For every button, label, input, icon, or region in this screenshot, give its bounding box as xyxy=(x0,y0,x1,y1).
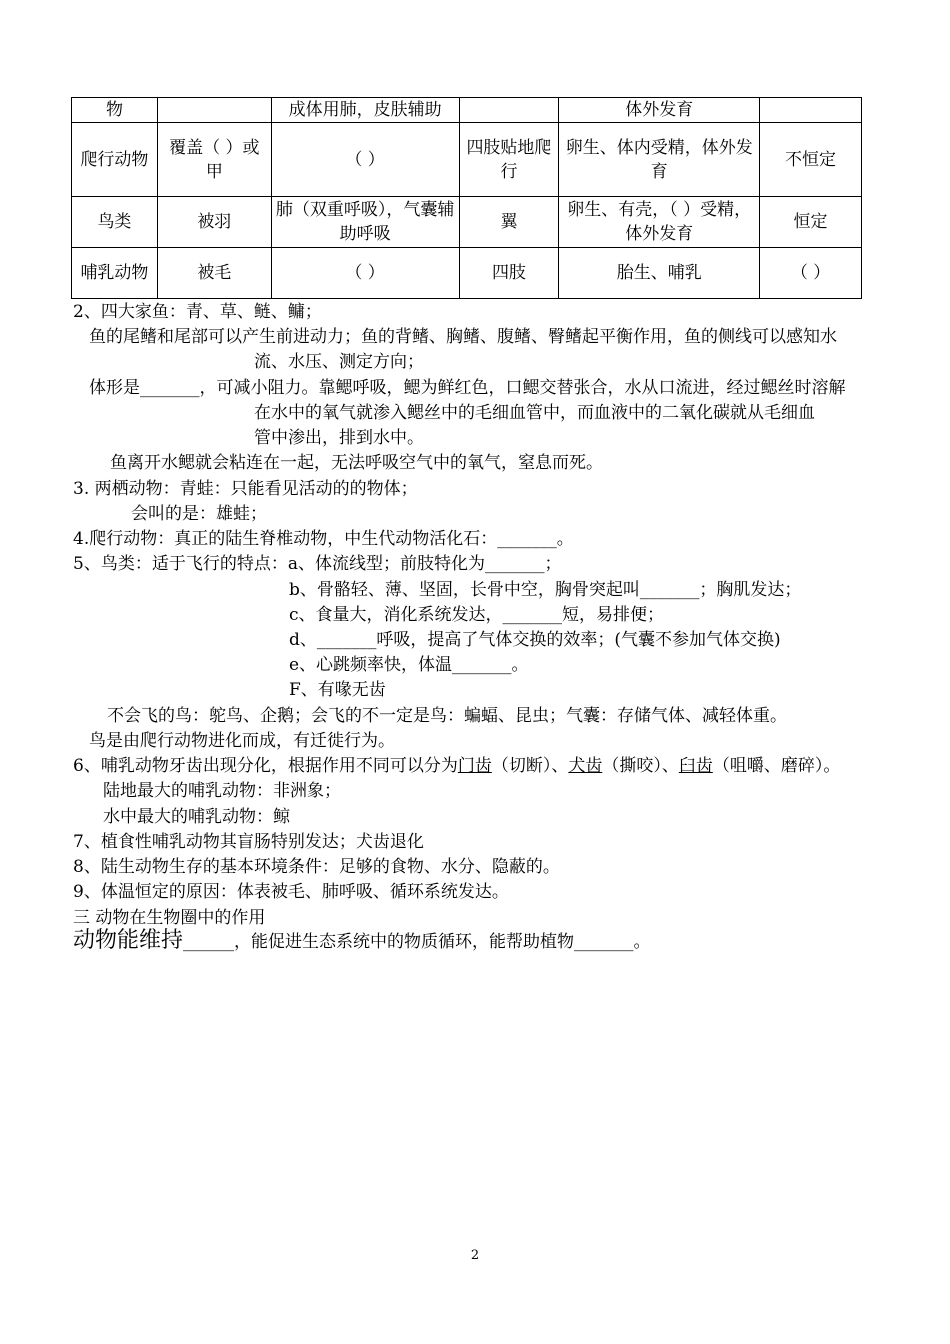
table-cell: 物 xyxy=(72,98,158,123)
text-span: （咀嚼、磨碎）。 xyxy=(712,756,841,776)
table-cell: （ ） xyxy=(271,123,459,197)
underlined-term: 门齿 xyxy=(457,756,492,776)
text-line: 会叫的是：雄蛙； xyxy=(131,504,267,524)
table-cell: 翼 xyxy=(459,197,559,248)
table-cell xyxy=(760,98,862,123)
section-heading: 7、植食性哺乳动物其盲肠特别发达；犬齿退化 xyxy=(73,832,424,852)
table-cell: 爬行动物 xyxy=(72,123,158,197)
text-line: 不会飞的鸟：鸵鸟、企鹅；会飞的不一定是鸟：蝙蝠、昆虫；气囊：存储气体、减轻体重。 xyxy=(107,706,787,726)
text-line: c、食量大，消化系统发达，_______短，易排便； xyxy=(289,605,665,625)
table-cell: 四肢 xyxy=(459,248,559,299)
section-heading: 2、四大家鱼：青、草、鲢、鳙； xyxy=(73,302,322,322)
table-cell: 覆盖（ ）或甲 xyxy=(157,123,271,197)
page-number: 2 xyxy=(470,1248,480,1263)
text-line: b、骨骼轻、薄、坚固，长骨中空，胸骨突起叫_______；胸肌发达； xyxy=(289,580,802,600)
text-line: 鱼离开水鳃就会粘连在一起，无法呼吸空气中的氧气，窒息而死。 xyxy=(110,453,603,473)
underlined-term: 臼齿 xyxy=(678,756,713,776)
table-cell: 恒定 xyxy=(760,197,862,248)
text-line: 鸟是由爬行动物进化而成，有迁徙行为。 xyxy=(89,731,395,751)
text-span: （撕咬）、 xyxy=(602,756,679,776)
table-row xyxy=(72,98,862,123)
table-cell xyxy=(459,98,559,123)
table-cell: 肺（双重呼吸），气囊辅助呼吸 xyxy=(271,197,459,248)
table-row xyxy=(72,197,862,248)
text-span: （切断）、 xyxy=(491,756,569,776)
text-line: 管中渗出，排到水中。 xyxy=(254,428,424,448)
underlined-term: 犬齿 xyxy=(568,756,603,776)
table-cell: 体外发育 xyxy=(559,98,760,123)
text-span: 动物能维持 xyxy=(73,928,184,953)
table-cell: 不恒定 xyxy=(760,123,862,197)
section-heading: 9、体温恒定的原因：体表被毛、肺呼吸、循环系统发达。 xyxy=(73,882,509,902)
text-span: 6、哺乳动物牙齿出现分化，根据作用不同可以分为 xyxy=(73,756,458,776)
table-cell: （ ） xyxy=(760,248,862,299)
text-span: ______，能促进生态系统中的物质循环，能帮助植物_______。 xyxy=(183,932,651,952)
text-line: e、心跳频率快，体温_______。 xyxy=(289,655,529,675)
table-cell: 被羽 xyxy=(157,197,271,248)
text-line: 陆地最大的哺乳动物：非洲象； xyxy=(103,781,341,801)
table-cell: 卵生、有壳，（ ）受精，体外发育 xyxy=(559,197,760,248)
text-line: d、_______呼吸，提高了气体交换的效率；(气囊不参加气体交换) xyxy=(289,630,781,650)
section-heading xyxy=(73,754,840,778)
table-cell: 胎生、哺乳 xyxy=(559,248,760,299)
table-cell: 哺乳动物 xyxy=(72,248,158,299)
table-row xyxy=(72,123,862,197)
table-cell: 成体用肺，皮肤辅助 xyxy=(271,98,459,123)
table-cell xyxy=(157,98,271,123)
table-row xyxy=(72,248,862,299)
table-cell: 四肢贴地爬行 xyxy=(459,123,559,197)
text-line: 鱼的尾鳍和尾部可以产生前进动力；鱼的背鳍、胸鳍、腹鳍、臀鳍起平衡作用，鱼的侧线可以感知水 xyxy=(89,327,837,347)
text-line: 在水中的氧气就渗入鳃丝中的毛细血管中，而血液中的二氧化碳就从毛细血 xyxy=(254,403,815,423)
section-heading: 三 动物在生物圈中的作用 xyxy=(73,908,266,928)
section-heading: 8、陆生动物生存的基本环境条件：足够的食物、水分、隐蔽的。 xyxy=(73,857,560,877)
table-cell: 被毛 xyxy=(157,248,271,299)
text-line: 流、水压、测定方向； xyxy=(254,352,424,372)
text-line xyxy=(73,929,651,954)
text-line: 体形是_______，可减小阻力。靠鳃呼吸，鳃为鲜红色，口鳃交替张合，水从口流进，经过鳃丝时溶解 xyxy=(89,378,846,398)
table-cell: 卵生、体内受精，体外发育 xyxy=(559,123,760,197)
section-heading: 5、鸟类：适于飞行的特点：a、体流线型；前肢特化为_______； xyxy=(73,554,562,574)
text-line: F、有喙无齿 xyxy=(289,680,386,700)
table-cell: （ ） xyxy=(271,248,459,299)
animal-classification-table xyxy=(71,97,862,299)
text-line: 水中最大的哺乳动物：鲸 xyxy=(103,807,290,827)
section-heading: 3. 两栖动物：青蛙：只能看见活动的的物体； xyxy=(73,479,418,499)
section-heading: 4.爬行动物：真正的陆生脊椎动物，中生代动物活化石：_______。 xyxy=(73,529,574,549)
table-cell: 鸟类 xyxy=(72,197,158,248)
